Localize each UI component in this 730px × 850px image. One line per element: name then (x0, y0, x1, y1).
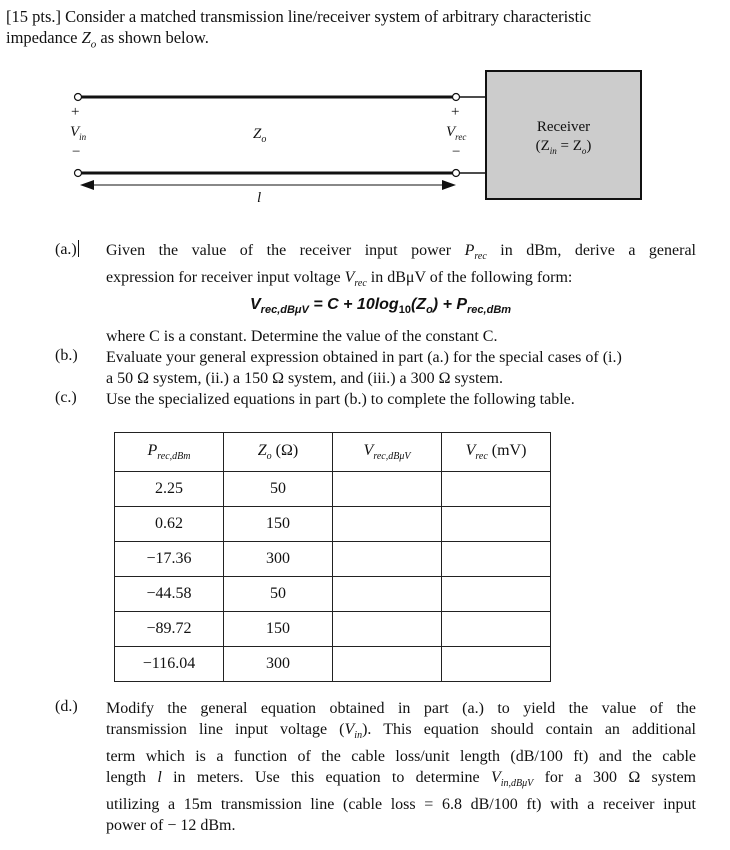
cell-v-rec-mv[interactable] (442, 577, 551, 612)
receiver-label (486, 118, 641, 161)
cell-z-o: 50 (224, 577, 333, 612)
cell-z-o: 50 (224, 472, 333, 507)
cell-v-rec-mv[interactable] (442, 647, 551, 682)
table-row (115, 612, 551, 647)
vrec-minus: − (452, 144, 461, 160)
cell-z-o: 300 (224, 542, 333, 577)
table-row (115, 542, 551, 577)
cell-p-rec: −17.36 (115, 542, 224, 577)
part-d-line-5: utilizing a 15m transmission line (cable loss = 6.8 dB/100 ft) with a receiver input (106, 796, 696, 814)
header-v-rec-dbuv: $V_{rec,dB\mu V}$ (333, 433, 442, 472)
terminal-left-bottom (75, 170, 82, 177)
vin-minus: − (72, 144, 81, 160)
length-label: l (257, 190, 262, 206)
cell-v-rec-dbuv[interactable] (333, 612, 442, 647)
vrec-plus: + (451, 104, 460, 120)
cell-v-rec-dbuv[interactable] (333, 507, 442, 542)
cell-z-o: 300 (224, 647, 333, 682)
part-b-text (106, 347, 696, 389)
cell-p-rec: −44.58 (115, 577, 224, 612)
table-row (115, 472, 551, 507)
general-equation: $V_{rec,dB\mu V} = C + 10\log_{10}(Z_o) + P_{rec,dBm}$ (250, 296, 512, 317)
intro-line-1: [15 pts.] Consider a matched transmission line/receiver system of arbitrary characteristic (6, 7, 592, 26)
part-a-line-3: where C is a constant. Determine the value of the constant C. (106, 328, 498, 345)
terminal-right-top (453, 94, 460, 101)
header-z-o: $Z_o$ (Ω) (224, 433, 333, 472)
receiver-impedance: $(Z_{in} = Z_o)$ (535, 138, 592, 156)
part-d-line-4: length l in meters. Use this equation to determine $V_{in,dB\mu V}$ for a 300 Ω system (106, 769, 696, 790)
data-table (114, 432, 551, 682)
part-b-label: (b.) (55, 347, 78, 364)
receiver-title: Receiver (536, 119, 591, 135)
part-a-line-2: expression for receiver input voltage $V_{rec}$ in dBμV of the following form: (106, 269, 573, 290)
part-b-line-1: Evaluate your general expression obtained in part (a.) for the special cases of (i.) (106, 349, 622, 366)
cell-v-rec-mv[interactable] (442, 507, 551, 542)
part-d-line-2: transmission line input voltage $(V_{in})$. This equation should contain an additional (106, 721, 696, 742)
vin-plus: + (71, 104, 80, 120)
part-c-text: Use the specialized equations in part (b.) to complete the following table. (106, 391, 575, 408)
part-d-line-6: power of − 12 dBm. (106, 817, 236, 835)
table-header-row (115, 433, 551, 472)
intro-line-2: impedance $Z_o$ as shown below. (6, 28, 209, 51)
part-b-line-2: a 50 Ω system, (ii.) a 150 Ω system, and (iii.) a 300 Ω system. (106, 370, 503, 387)
part-a-text (106, 240, 696, 294)
part-d-label: (d.) (55, 698, 78, 715)
part-d-text (106, 698, 696, 836)
cell-v-rec-dbuv[interactable] (333, 577, 442, 612)
part-c-label: (c.) (55, 389, 77, 406)
table-row (115, 647, 551, 682)
terminal-right-bottom (453, 170, 460, 177)
text-cursor (78, 240, 79, 257)
cell-v-rec-mv[interactable] (442, 542, 551, 577)
part-d-line-1: Modify the general equation obtained in part (a.) to yield the value of the (106, 700, 696, 717)
cell-z-o: 150 (224, 507, 333, 542)
part-a-line-1: Given the value of the receiver input power $P_{rec}$ in dBm, derive a general (106, 242, 696, 263)
length-arrow-left-head (80, 180, 94, 190)
header-p-rec: $P_{rec,dBm}$ (115, 433, 224, 472)
length-arrow-right-head (442, 180, 456, 190)
part-d-line-3: term which is a function of the cable loss/unit length (dB/100 ft) and the cable (106, 748, 696, 766)
cell-p-rec: 0.62 (115, 507, 224, 542)
zo-label: $Z_o$ (253, 126, 267, 145)
table-row (115, 577, 551, 612)
cell-p-rec: −116.04 (115, 647, 224, 682)
cell-v-rec-dbuv[interactable] (333, 647, 442, 682)
cell-v-rec-dbuv[interactable] (333, 472, 442, 507)
cell-p-rec: 2.25 (115, 472, 224, 507)
vrec-label: $V_{rec}$ (446, 124, 467, 142)
cell-v-rec-dbuv[interactable] (333, 542, 442, 577)
cell-v-rec-mv[interactable] (442, 612, 551, 647)
problem-intro (6, 6, 696, 55)
cell-z-o: 150 (224, 612, 333, 647)
cell-p-rec: −89.72 (115, 612, 224, 647)
part-a-label: (a.) (55, 241, 77, 258)
header-v-rec-mv: $V_{rec}$ (mV) (442, 433, 551, 472)
vin-label: $V_{in}$ (70, 124, 87, 142)
cell-v-rec-mv[interactable] (442, 472, 551, 507)
terminal-left-top (75, 94, 82, 101)
table-row (115, 507, 551, 542)
